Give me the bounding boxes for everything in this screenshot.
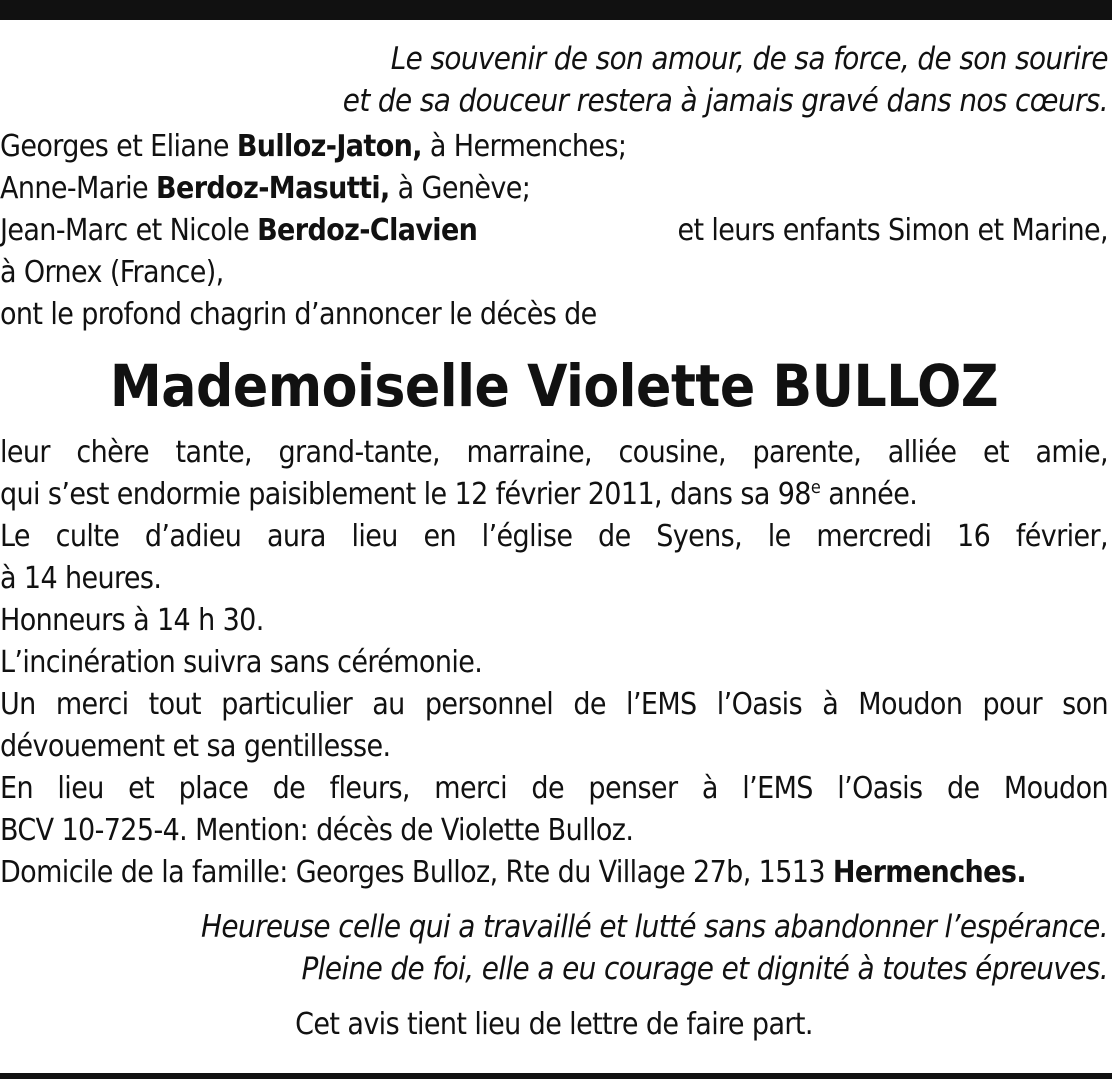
- body-line: L’incinération suivra sans cérémonie.: [0, 645, 483, 680]
- body-line: En lieu et place de fleurs, merci de penser à l’EMS l’Oasis de Moudon: [0, 771, 1108, 806]
- body-line: Honneurs à 14 h 30.: [0, 603, 264, 638]
- closing-line-1: Heureuse celle qui a travaillé et lutté sans abandonner l’espérance.: [200, 909, 1108, 945]
- death-notice: [0, 38, 1108, 1046]
- family-list: [0, 126, 1108, 336]
- family-entry-prefix: Anne-Marie: [0, 171, 157, 206]
- notice-body: [0, 432, 1108, 894]
- family-entry-prefix: Georges et Eliane: [0, 129, 237, 164]
- epigraph: [0, 38, 1108, 122]
- domicile-town: Hermenches.: [832, 855, 1027, 890]
- epigraph-line-2: et de sa douceur restera à jamais gravé dans nos cœurs.: [342, 83, 1108, 119]
- family-name: Berdoz-Masutti,: [156, 171, 390, 206]
- family-entry: [0, 168, 1108, 210]
- ordinal-superscript: e: [810, 477, 821, 498]
- body-line: leur chère tante, grand-tante, marraine, cousine, parente, alliée et amie,: [0, 435, 1108, 470]
- family-entry-prefix: Jean-Marc et Nicole Berdoz-Clavien: [0, 213, 478, 248]
- family-name: Bulloz-Jaton,: [236, 129, 422, 164]
- family-domicile: Domicile de la famille: Georges Bulloz, Rte du Village 27b, 1513 Hermenches.: [0, 855, 1027, 890]
- body-line: Un merci tout particulier au personnel de l’EMS l’Oasis à Moudon pour son: [0, 687, 1108, 722]
- family-name: Berdoz-Clavien: [257, 213, 478, 248]
- body-line: Le culte d’adieu aura lieu en l’église de Syens, le mercredi 16 février,: [0, 519, 1108, 554]
- footer-note: Cet avis tient lieu de lettre de faire part.: [295, 1007, 813, 1042]
- closing-verse: [0, 906, 1108, 990]
- top-rule: [0, 0, 1112, 20]
- family-entry: [0, 210, 1108, 252]
- family-entry-children: et leurs enfants Simon et Marine,: [677, 213, 1108, 248]
- body-line: qui s’est endormie paisiblement le 12 février 2011, dans sa 98e année.: [0, 477, 918, 512]
- body-line: à 14 heures.: [0, 561, 162, 596]
- deceased-name: Mademoiselle Violette BULLOZ: [109, 352, 999, 420]
- family-entry-place: à Hermenches;: [421, 129, 627, 164]
- closing-line-2: Pleine de foi, elle a eu courage et dignité à toutes épreuves.: [301, 951, 1108, 987]
- family-entry-place: à Ornex (France),: [0, 255, 224, 290]
- epigraph-line-1: Le souvenir de son amour, de sa force, de son sourire: [390, 41, 1108, 77]
- body-line: BCV 10-725-4. Mention: décès de Violette Bulloz.: [0, 813, 634, 848]
- body-line: dévouement et sa gentillesse.: [0, 729, 391, 764]
- family-entry-place: à Genève;: [389, 171, 531, 206]
- announcement-line: ont le profond chagrin d’annoncer le décès de: [0, 297, 597, 332]
- family-entry: [0, 126, 1108, 168]
- bottom-rule: [0, 1073, 1112, 1079]
